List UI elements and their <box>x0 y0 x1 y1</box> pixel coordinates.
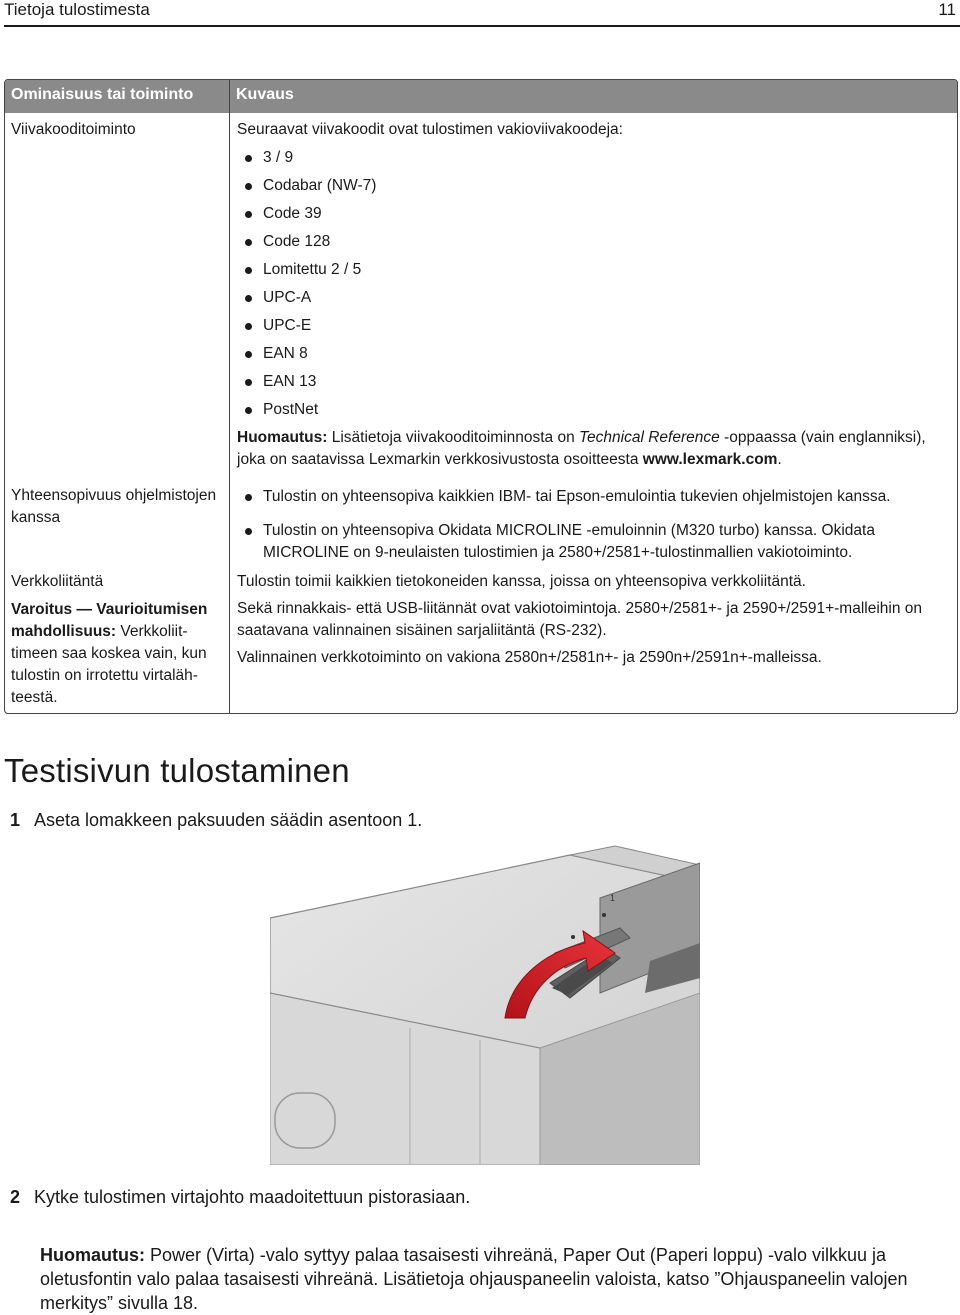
barcode-note: Huomautus: Lisätietoja viivakooditoiminnosta on Technical Reference -oppaassa (vain englanniksi), joka on saatavissa Lexmarkin verkkosivustosta osoitteesta www.lexmark.com. <box>237 429 926 468</box>
bullet-icon <box>245 267 252 274</box>
section-title: Testisivun tulostaminen <box>4 752 350 789</box>
feature-table <box>4 79 958 714</box>
table-row-network-feature: Verkkoliitäntä Varoitus — Vaurioitumisen mahdollisuus: Verkkoliittimeen saa koskea vain, kun tulostin on irrotettu virtalähteestä. <box>11 571 223 709</box>
list-item: UPC-A <box>237 284 952 312</box>
bullet-icon <box>245 239 252 246</box>
section-note: Huomautus: Power (Virta) -valo syttyy palaa tasaisesti vihreänä, Paper Out (Paperi loppu) -valo vilkkuu ja oletusfontin valo palaa tasaisesti vihreänä. Lisätietoja ohjauspaneelin valoista, katso ”Ohjauspaneelin valojen merkitys” sivulla 18. <box>40 1245 908 1313</box>
software-list <box>237 486 952 561</box>
dial-label-1: 1 <box>610 893 616 903</box>
bullet-icon <box>245 379 252 386</box>
list-item: UPC-E <box>237 312 952 340</box>
table-row-software-feature: Yhteensopivuus ohjelmistojen kanssa <box>11 487 217 526</box>
bullet-icon <box>245 494 252 501</box>
column-header-feature: Ominaisuus tai toiminto <box>11 86 194 103</box>
list-item: Codabar (NW-7) <box>237 172 952 200</box>
list-item: EAN 8 <box>237 340 952 368</box>
page-number: 11 <box>938 0 956 19</box>
list-item: EAN 13 <box>237 368 952 396</box>
bullet-icon <box>245 183 252 190</box>
network-warning: Varoitus — Vaurioitumisen mahdollisuus: Verkkoliittimeen saa koskea vain, kun tulostin on irrotettu virtalähteestä. <box>11 601 208 706</box>
bullet-icon <box>245 211 252 218</box>
bullet-icon <box>245 295 252 302</box>
lexmark-link[interactable]: www.lexmark.com <box>642 451 778 468</box>
step-2: 2 Kytke tulostimen virtajohto maadoitettuun pistorasiaan. <box>10 1187 471 1207</box>
step-1: 1 Aseta lomakkeen paksuuden säädin asentoon 1. <box>10 810 423 830</box>
list-item: Tulostin on yhteensopiva Okidata MICROLINE -emuloinnin (M320 turbo) kanssa. Okidata MICROLINE on 9-neulaisten tulostimien ja 2580+/2581+-tulostinmallien vakiotoiminto. <box>237 520 952 548</box>
chapter-title: Tietoja tulostimesta <box>4 0 150 19</box>
list-item: PostNet <box>237 396 952 424</box>
table-row-barcode-feature: Viivakooditoiminto <box>11 121 136 138</box>
printer-form-thickness-lever-illustration <box>270 843 700 1165</box>
table-header <box>5 80 957 113</box>
bullet-icon <box>245 528 252 535</box>
list-item: Code 39 <box>237 200 952 228</box>
list-item: Code 128 <box>237 228 952 256</box>
table-row-software-description <box>237 486 952 561</box>
list-item: 3 / 9 <box>237 144 952 172</box>
page-header <box>0 0 960 24</box>
bullet-icon <box>245 407 252 414</box>
bullet-icon <box>245 351 252 358</box>
column-header-description: Kuvaus <box>236 86 294 103</box>
list-item: Lomitettu 2 / 5 <box>237 256 952 284</box>
header-divider <box>4 25 960 27</box>
table-row-barcode-description <box>237 119 952 471</box>
list-item: Tulostin on yhteensopiva kaikkien IBM- tai Epson-emulointia tukevien ohjelmistojen kanssa. <box>237 486 952 514</box>
bullet-icon <box>245 155 252 162</box>
barcode-intro: Seuraavat viivakoodit ovat tulostimen vakioviivakoodeja: <box>237 121 623 138</box>
table-row-network-description: Tulostin toimii kaikkien tietokoneiden kanssa, joissa on yhteensopiva verkkoliitäntä. Sekä rinnakkais- että USB-liitännät ovat vakiotoimintoja. 2580+/2581+- ja 2590+/2591+-malleihin on saatavana valinnainen sisäinen sarjaliitäntä (RS-232). Valinnainen verkkotoiminto on vakiona 2580n+/2581n+- ja 2590n+/2591n+-malleissa. <box>237 573 923 666</box>
column-divider <box>229 80 230 713</box>
bullet-icon <box>245 323 252 330</box>
barcode-list <box>237 144 952 424</box>
